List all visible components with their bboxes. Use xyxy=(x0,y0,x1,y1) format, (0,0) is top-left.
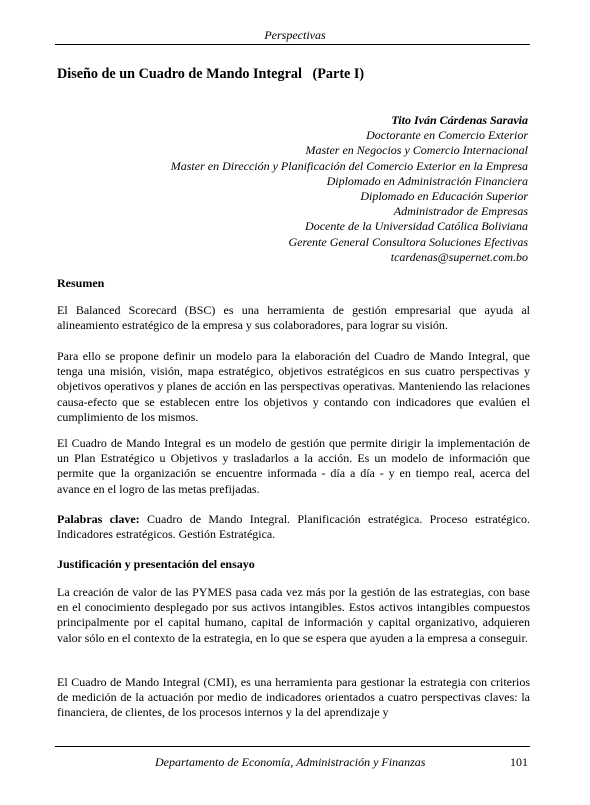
author-credential: Docente de la Universidad Católica Boliviana xyxy=(305,219,528,234)
justificacion-heading: Justificación y presentación del ensayo xyxy=(57,557,255,571)
page-number: 101 xyxy=(510,755,528,769)
resumen-paragraph: El Balanced Scorecard (BSC) es una herramienta de gestión empresarial que ayuda al alineamiento estratégico de la empresa y sus colaboradores, para lograr su visión. xyxy=(57,303,530,333)
author-credential: Master en Negocios y Comercio Internacional xyxy=(305,143,528,158)
keywords-text: Cuadro de Mando Integral. Planificación estratégica. Proceso estratégico. Indicadores estratégicos. Gestión Estratégica. xyxy=(57,512,530,542)
author-credential: Gerente General Consultora Soluciones Efectivas xyxy=(288,234,528,249)
author-credential: Administrador de Empresas xyxy=(393,204,528,219)
resumen-heading: Resumen xyxy=(57,276,105,290)
keywords-label: Palabras clave: xyxy=(57,512,140,526)
footer-rule xyxy=(55,746,530,747)
author-block xyxy=(171,113,528,265)
running-header: Perspectivas xyxy=(264,28,326,42)
author-credential: Doctorante en Comercio Exterior xyxy=(366,128,528,143)
resumen-paragraph: El Cuadro de Mando Integral es un modelo de gestión que permite dirigir la implementación de un Plan Estratégico u Objetivos y trasladarlos a la acción. Es un modelo de información que permite que la organización se encuentre informada - día a día - y en tiempo real, acerca del avance en el logro de las metas prefijadas. xyxy=(57,436,530,496)
author-email: tcardenas@supernet.com.bo xyxy=(390,249,528,264)
keywords-paragraph xyxy=(57,512,530,542)
justificacion-paragraph: El Cuadro de Mando Integral (CMI), es una herramienta para gestionar la estrategia con criterios de medición de la actuación por medio de indicadores orientados a cuatro perspectivas claves: la financiera, de clientes, de los procesos internos y la del aprendizaje y xyxy=(57,675,530,720)
article-title: Diseño de un Cuadro de Mando Integral (Parte I) xyxy=(57,66,365,82)
resumen-paragraph: Para ello se propone definir un modelo para la elaboración del Cuadro de Mando Integral, que tenga una misión, visión, mapa estratégico, objetivos estratégicos en sus cuatro perspectivas y objetivos operativos y planes de acción en las perspectivas operativas. Manteniendo las relaciones causa-efecto que se establecen entre los objetivos y contando con indicadores que evalúen el cumplimiento de los mismos. xyxy=(57,349,530,424)
author-credential: Diplomado en Educación Superior xyxy=(360,189,528,204)
author-name: Tito Iván Cárdenas Saravia xyxy=(391,113,528,127)
footer-department: Departamento de Economía, Administración y Finanzas xyxy=(155,755,426,769)
author-credential: Diplomado en Administración Financiera xyxy=(326,173,528,188)
header-rule xyxy=(55,44,530,45)
author-credential: Master en Dirección y Planificación del Comercio Exterior en la Empresa xyxy=(170,158,528,173)
justificacion-paragraph: La creación de valor de las PYMES pasa cada vez más por la gestión de las estrategias, con base en el conocimiento desplegado por sus activos intangibles. Estos activos intangibles compuestos principalmente por el capital humano, capital de información y capital organizativo, adquieren valor sólo en el contexto de la estrategia, en lo que se espera que ayuden a la empresa a conseguir. xyxy=(57,585,530,645)
